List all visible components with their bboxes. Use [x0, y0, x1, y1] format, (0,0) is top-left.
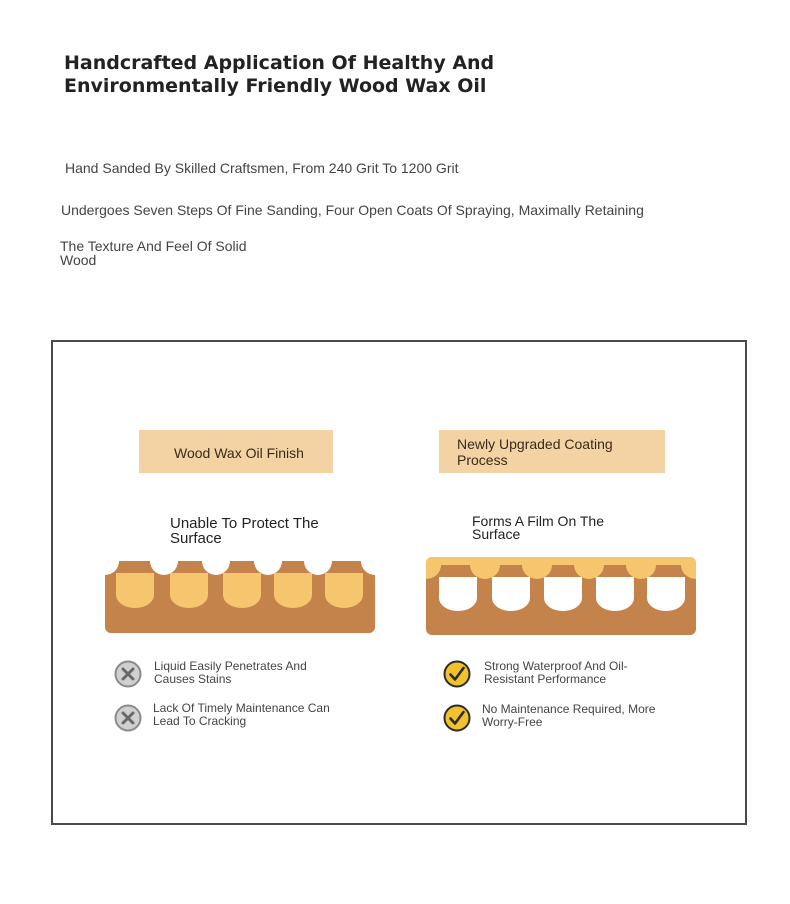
check-circle-icon [443, 660, 471, 688]
left-item-1-text: Liquid Easily Penetrates And Causes Stains [154, 659, 307, 686]
right-heading: Forms A Film On The Surface [472, 513, 604, 542]
subtitle-line-2: Undergoes Seven Steps Of Fine Sanding, Four Open Coats Of Spraying, Maximally Retaining [61, 202, 644, 218]
tag-coating-process [439, 430, 665, 473]
left-item-2 [114, 703, 374, 733]
left-item-1 [114, 660, 374, 690]
wood-cross-section-uncoated [105, 561, 375, 633]
right-item-2-text: No Maintenance Required, More Worry-Free [482, 702, 656, 729]
tag-label: Wood Wax Oil Finish [174, 445, 304, 461]
right-item-1-text: Strong Waterproof And Oil-Resistant Performance [484, 659, 628, 686]
subtitle-line-3: The Texture And Feel Of Solid Wood [60, 238, 247, 268]
left-heading: Unable To Protect The Surface [170, 515, 319, 547]
right-item-2 [443, 703, 683, 735]
x-circle-icon [114, 704, 142, 732]
check-circle-icon [443, 704, 471, 732]
tag-wood-wax-oil [139, 430, 333, 473]
wood-cross-section-coated [426, 557, 696, 635]
subtitle-line-1: Hand Sanded By Skilled Craftsmen, From 240 Grit To 1200 Grit [65, 160, 459, 176]
page-title: Handcrafted Application Of Healthy And Environmentally Friendly Wood Wax Oil [64, 52, 495, 97]
x-circle-icon [114, 660, 142, 688]
right-item-1 [443, 659, 683, 691]
left-item-2-text: Lack Of Timely Maintenance Can Lead To Cracking [153, 701, 330, 728]
tag-label: Newly Upgraded Coating Process [457, 436, 613, 468]
